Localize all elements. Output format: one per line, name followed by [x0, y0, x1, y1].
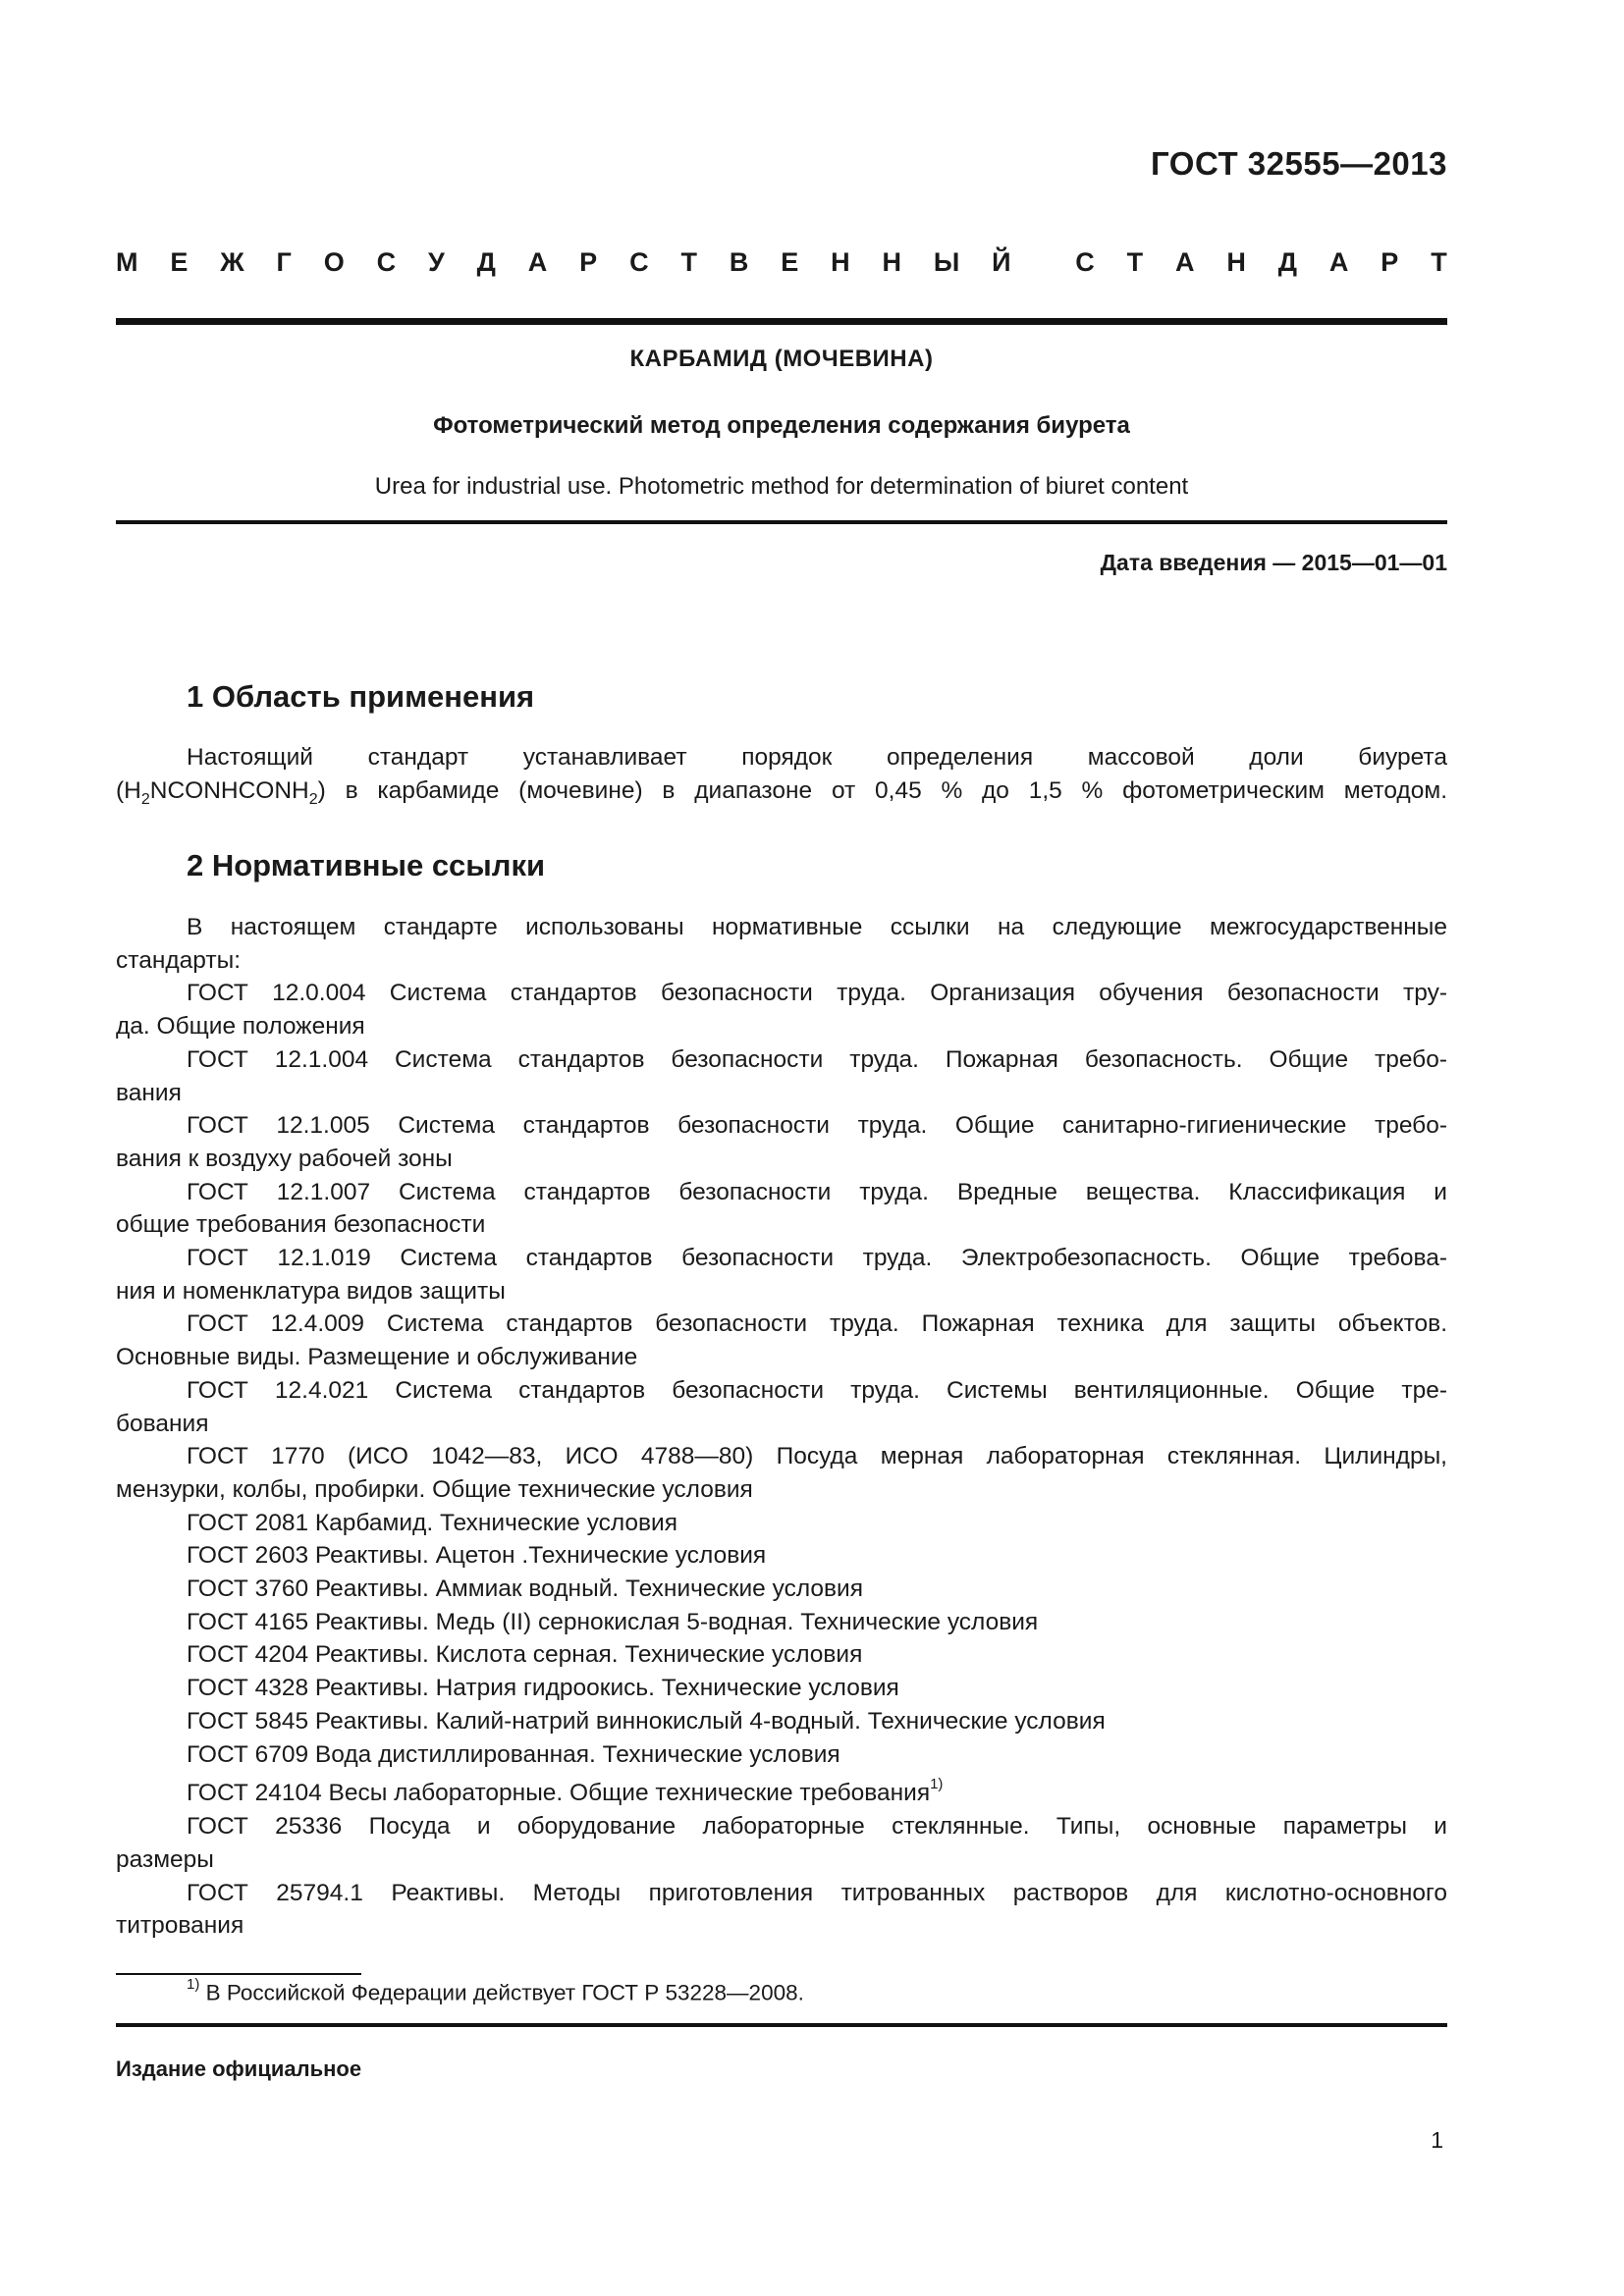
caption-letter: Д [476, 247, 496, 277]
reference-line: ГОСТ 12.1.007 Система стандартов безопасности труда. Вредные вещества. Классификация и [187, 1178, 1447, 1205]
caption-letter: Н [831, 247, 850, 277]
caption-letter: Д [1277, 247, 1298, 277]
section-1-heading: 1 Область применения [187, 679, 535, 714]
footnote-rule [116, 1973, 361, 1975]
interstate-standard-caption [116, 247, 1447, 278]
reference-line: вания к воздуху рабочей зоны [116, 1145, 453, 1172]
caption-letter: Р [1380, 247, 1399, 277]
caption-letter: М [116, 247, 138, 277]
reference-line: ГОСТ 3760 Реактивы. Аммиак водный. Технические условия [187, 1575, 864, 1603]
section-1-text [116, 741, 1447, 816]
caption-letter: Й [992, 247, 1011, 277]
reference-line: титрования [116, 1912, 244, 1940]
reference-line: стандарты: [116, 946, 241, 974]
title-rule [116, 520, 1447, 524]
caption-letter: С [376, 247, 397, 277]
section-2-heading: 2 Нормативные ссылки [187, 848, 546, 882]
caption-letter: Т [680, 247, 697, 277]
reference-line: ГОСТ 4165 Реактивы. Медь (II) сернокислая 5-водная. Технические условия [187, 1608, 1039, 1635]
header-rule [116, 318, 1447, 325]
footnote: $^{1)}$ В Российской Федерации действует ГОСТ Р 53228—2008. [187, 1976, 804, 2005]
reference-line: ния и номенклатура видов защиты [116, 1277, 506, 1305]
document-subtitle: Фотометрический метод определения содержания биурета [433, 412, 1130, 439]
reference-line: вания [116, 1079, 182, 1106]
caption-letter: Е [170, 247, 189, 277]
reference-line: общие требования безопасности [116, 1211, 486, 1239]
reference-line: ГОСТ 24104 Весы лабораторные. Общие технические требования$^{1)}$ [187, 1776, 944, 1807]
caption-letter: С [629, 247, 649, 277]
caption-letter: Р [579, 247, 598, 277]
reference-line: размеры [116, 1845, 214, 1873]
reference-line: ГОСТ 12.4.009 Система стандартов безопасности труда. Пожарная техника для защиты объектов. [187, 1310, 1447, 1338]
section-1-formula-line: $(H_2NCONHCONH_2)$ в карбамиде (мочевине) в диапазоне от 0,45 % до 1,5 % фотометрическим методом. [116, 776, 1447, 808]
caption-letter: Г [276, 247, 292, 277]
reference-line: ГОСТ 12.1.019 Система стандартов безопасности труда. Электробезопасность. Общие требова- [187, 1245, 1447, 1272]
reference-line: ГОСТ 25794.1 Реактивы. Методы приготовления титрованных растворов для кислотно-основного [187, 1879, 1447, 1906]
reference-line: бования [116, 1410, 209, 1437]
reference-line: ГОСТ 2603 Реактивы. Ацетон .Технические условия [187, 1542, 767, 1570]
document-title: КАРБАМИД (МОЧЕВИНА) [629, 346, 934, 372]
page-number: 1 [1431, 2127, 1443, 2153]
official-edition-label: Издание официальное [116, 2056, 362, 2081]
footer-rule [116, 2023, 1447, 2027]
caption-letter: А [1175, 247, 1195, 277]
caption-letter: Е [781, 247, 799, 277]
reference-line: мензурки, колбы, пробирки. Общие технические условия [116, 1475, 753, 1503]
reference-line: ГОСТ 12.1.005 Система стандартов безопасности труда. Общие санитарно-гигиенические требо- [187, 1112, 1447, 1140]
caption-letter: У [428, 247, 445, 277]
english-title: Urea for industrial use. Photometric method for determination of biuret content [374, 473, 1189, 500]
caption-letter: Т [1431, 247, 1447, 277]
section-1-line: Настоящий стандарт устанавливает порядок определения массовой доли биурета [187, 744, 1447, 771]
normative-references-list [116, 911, 1447, 1943]
reference-line: ГОСТ 12.0.004 Система стандартов безопасности труда. Организация обучения безопасности тру- [187, 980, 1447, 1007]
standard-number: ГОСТ 32555—2013 [1151, 145, 1447, 182]
reference-line: да. Общие положения [116, 1013, 365, 1041]
caption-letter: Н [882, 247, 901, 277]
caption-letter: С [1075, 247, 1095, 277]
reference-line: ГОСТ 5845 Реактивы. Калий-натрий виннокислый 4-водный. Технические условия [187, 1707, 1106, 1735]
caption-letter: А [1328, 247, 1349, 277]
reference-line: ГОСТ 4204 Реактивы. Кислота серная. Технические условия [187, 1641, 863, 1669]
caption-letter: А [527, 247, 548, 277]
caption-letter: Ж [220, 247, 244, 277]
reference-line: ГОСТ 25336 Посуда и оборудование лабораторные стеклянные. Типы, основные параметры и [187, 1813, 1447, 1841]
reference-line: ГОСТ 1770 (ИСО 1042—83, ИСО 4788—80) Посуда мерная лабораторная стеклянная. Цилиндры, [187, 1443, 1447, 1470]
reference-line: ГОСТ 2081 Карбамид. Технические условия [187, 1509, 677, 1536]
reference-line: Основные виды. Размещение и обслуживание [116, 1344, 638, 1371]
caption-letter: Т [1126, 247, 1144, 277]
reference-line: ГОСТ 12.1.004 Система стандартов безопасности труда. Пожарная безопасность. Общие требо- [187, 1045, 1447, 1073]
introduction-date: Дата введения — 2015—01—01 [1100, 550, 1447, 575]
reference-line: ГОСТ 4328 Реактивы. Натрия гидроокись. Технические условия [187, 1675, 899, 1702]
caption-letter: О [323, 247, 345, 277]
caption-letter: Ы [933, 247, 960, 277]
caption-letter: В [729, 247, 749, 277]
reference-line: ГОСТ 6709 Вода дистиллированная. Технические условия [187, 1740, 840, 1768]
caption-letter: Н [1226, 247, 1246, 277]
reference-line: В настоящем стандарте использованы нормативные ссылки на следующие межгосударственные [187, 914, 1447, 940]
reference-line: ГОСТ 12.4.021 Система стандартов безопасности труда. Системы вентиляционные. Общие тре- [187, 1376, 1447, 1404]
